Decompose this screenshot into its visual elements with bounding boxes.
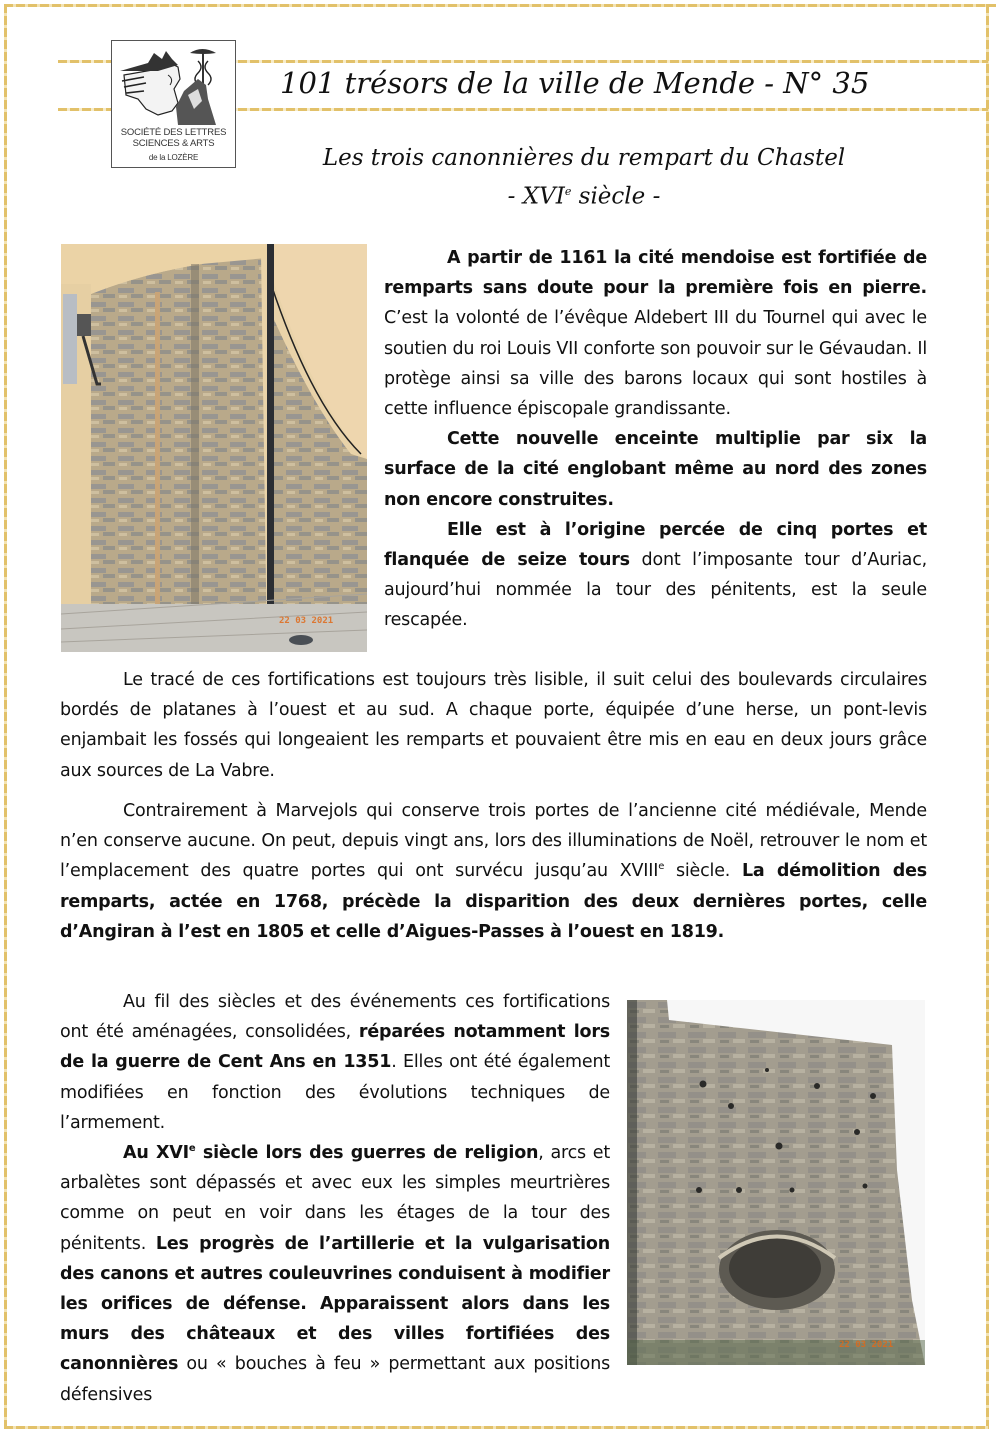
article-column-bottom bbox=[60, 987, 610, 1410]
paragraph-2-bold: Cette nouvelle enceinte multiplie par six la surface de la cité englobant même au nord des zones non encore construites. bbox=[384, 429, 927, 510]
paragraph-6-rest: . Elles ont été également modifiées en fonction des évolutions techniques de l’armement. bbox=[60, 1052, 610, 1133]
paragraph-5-sup: e bbox=[658, 861, 665, 873]
paragraph-6-text: Au fil des siècles et des événements ces fortifications ont été aménagées, consolidées, bbox=[60, 992, 610, 1043]
paragraph-5-mid: siècle. bbox=[664, 861, 742, 882]
paragraph-3-bold: Elle est à l’origine percée de cinq portes et flanquée de seize tours bbox=[384, 519, 927, 571]
logo-text-line1: SOCIÉTÉ DES LETTRES bbox=[120, 127, 227, 138]
canonniere-photo-icon bbox=[627, 1000, 925, 1365]
logo-text-line2: SCIENCES & ARTS bbox=[132, 138, 215, 149]
page-title: 101 trésors de la ville de Mende - N° 35 bbox=[280, 66, 870, 100]
paragraph-3 bbox=[384, 515, 927, 636]
paragraph-5-text: Contrairement à Marvejols qui conserve trois portes de l’ancienne cité médiévale, Mende n’en conserve aucune. On peut, depuis vingt ans, lors des illuminations de Noël, retrouver le nom et l’emplacement des quatre portes qui ont survécu jusqu’au XVIII bbox=[60, 801, 927, 882]
photo-date-stamp: 22 03 2021 bbox=[279, 616, 334, 626]
paragraph-7-bold-b: siècle lors des guerres de religion bbox=[195, 1143, 539, 1164]
logo-text-line3: de la LOZÈRE bbox=[148, 153, 199, 162]
article-full-width-2 bbox=[60, 796, 927, 947]
rampart-wall-photo-icon bbox=[61, 244, 367, 652]
paragraph-2 bbox=[384, 424, 927, 515]
mercury-emblem-icon bbox=[118, 45, 228, 127]
photo-date-stamp: 22 03 2021 bbox=[839, 1340, 894, 1350]
page-border-left bbox=[4, 4, 7, 1426]
paragraph-7-sup: e bbox=[188, 1143, 196, 1155]
paragraph-7-text-a: , arcs et arbalètes sont dépassés et avec eux les simples meurtrières comme on peut en voir dans les étages de la tour des pénitents. bbox=[60, 1143, 610, 1254]
article-column-top bbox=[384, 243, 927, 636]
paragraph-6-bold: réparées notamment lors de la guerre de Cent Ans en 1351 bbox=[60, 1022, 611, 1073]
page-border-top bbox=[4, 4, 996, 7]
paragraph-5 bbox=[60, 796, 927, 947]
page-border-bottom bbox=[4, 1426, 989, 1429]
subtitle-sup: e bbox=[564, 185, 572, 198]
paragraph-1-text: C’est la volonté de l’évêque Aldebert III du Tournel qui avec le soutien du roi Louis VII conforte son pouvoir sur le Gévaudan. Il protège ainsi sa ville des barons locaux qui sont hostiles à cette influence épiscopale grandissante. bbox=[384, 308, 927, 420]
paragraph-5-bold: La démolition des remparts, actée en 1768, précède la disparition des deux dernières portes, celle d’Angiran à l’est en 1805 et celle d’Aigues-Passes à l’ouest en 1819. bbox=[60, 861, 927, 942]
page-border-right bbox=[986, 4, 989, 1426]
subtitle-line1: Les trois canonnières du rempart du Chastel bbox=[322, 145, 846, 171]
photo-canonniere bbox=[627, 1000, 925, 1365]
subtitle-siecle: siècle - bbox=[571, 183, 661, 210]
paragraph-7 bbox=[60, 1138, 610, 1410]
article-subtitle bbox=[284, 142, 884, 214]
article-full-width-1 bbox=[60, 665, 927, 786]
paragraph-7-bold-a: Au XVI bbox=[123, 1143, 189, 1164]
photo-rampart-wall bbox=[61, 244, 367, 652]
paragraph-1-bold: A partir de 1161 la cité mendoise est fortifiée de remparts sans doute pour la première fois en pierre. bbox=[384, 248, 927, 299]
paragraph-7-bold-c: Les progrès de l’artillerie et la vulgarisation des canons et autres couleuvrines conduisent à modifier les orifices de défense. Apparaissent alors dans les murs des châteaux et des villes fortifiées des canonnières bbox=[60, 1233, 610, 1375]
paragraph-7-text-b: ou « bouches à feu » permettant aux positions défensives bbox=[60, 1354, 610, 1405]
paragraph-6 bbox=[60, 987, 610, 1138]
paragraph-1 bbox=[384, 243, 927, 424]
society-logo bbox=[111, 40, 236, 168]
paragraph-4: Le tracé de ces fortifications est toujours très lisible, il suit celui des boulevards circulaires bordés de platanes à l’ouest et au sud. A chaque porte, équipée d’une herse, un pont-levis enjambait les fossés qui longeaient les remparts et pouvaient être mis en eau en deux jours grâce aux sources de La Vabre. bbox=[60, 670, 927, 781]
subtitle-century: - XVI bbox=[507, 183, 565, 210]
subtitle-line2 bbox=[284, 175, 884, 214]
paragraph-3-text: dont l’imposante tour d’Auriac, aujourd’hui nommée la tour des pénitents, est la seule rescapée. bbox=[384, 550, 927, 631]
